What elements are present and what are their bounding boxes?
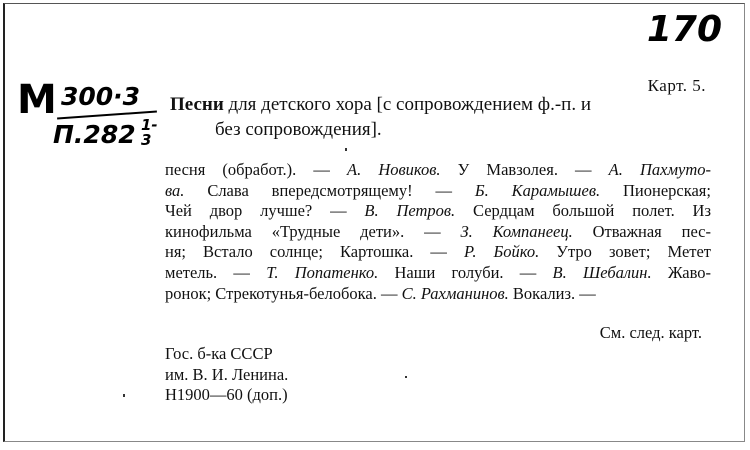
body-text: Сердцам большой полет. Из bbox=[455, 201, 711, 221]
body-text: Пионерская; bbox=[600, 180, 711, 200]
shelfmark-letter: М bbox=[17, 77, 57, 123]
body-text: Слава впередсмотрящему! — bbox=[184, 180, 475, 200]
body-text: метель. — bbox=[165, 262, 267, 282]
library-imprint bbox=[165, 344, 288, 406]
imprint-line-3: Н1900—60 (доп.) bbox=[165, 385, 288, 404]
composer-name: В. Петров. bbox=[364, 201, 456, 221]
body-line bbox=[165, 222, 711, 243]
body-text: ня; Встало солнце; Картошка. — bbox=[165, 242, 464, 262]
body-line bbox=[165, 201, 711, 222]
card-label: Карт. 5. bbox=[647, 76, 706, 95]
title-bold: Песни bbox=[170, 94, 224, 115]
body-text: Утро зовет; Метет bbox=[539, 242, 712, 262]
body-line bbox=[165, 284, 711, 305]
body-text: Жаво- bbox=[651, 262, 711, 282]
shelfmark-number: 300·3 bbox=[61, 82, 141, 111]
body-text: кинофильма «Трудные дети». — bbox=[165, 221, 461, 241]
body-text: Наши голуби. — bbox=[378, 262, 553, 282]
catalog-card bbox=[3, 3, 745, 442]
body-text: Вокализ. — bbox=[508, 283, 596, 303]
body-line bbox=[165, 242, 711, 263]
composer-name: Р. Бойко. bbox=[463, 242, 540, 262]
body-line bbox=[165, 181, 711, 202]
composer-name: З. Компанеец. bbox=[460, 221, 573, 241]
body-text: песня (обработ.). — bbox=[165, 160, 347, 179]
imprint-line-2: им. В. И. Ленина. bbox=[165, 364, 289, 384]
speck bbox=[123, 394, 125, 397]
body-text: Отважная пес- bbox=[572, 221, 711, 241]
composer-name: А. Пахмуто- bbox=[608, 160, 711, 179]
imprint-line-1: Гос. б-ка СССР bbox=[165, 344, 273, 363]
composer-name: Б. Карамышев. bbox=[474, 180, 601, 200]
composer-name: С. Рахманинов. bbox=[401, 283, 509, 303]
shelfmark-sub: П.282 bbox=[53, 120, 136, 149]
card-title bbox=[170, 92, 730, 142]
shelfmark bbox=[17, 77, 167, 170]
body-line bbox=[165, 160, 711, 181]
handwritten-card-number: 170 bbox=[646, 9, 722, 50]
body-text: Чей двор лучше? — bbox=[165, 201, 365, 221]
composer-name: А. Новиков. bbox=[347, 160, 441, 179]
body-line bbox=[165, 263, 711, 284]
body-text: У Мавзолея. — bbox=[440, 160, 609, 179]
speck bbox=[345, 148, 347, 151]
card-body bbox=[165, 160, 711, 304]
title-line1: для детского хора [с сопровождением ф.-п. и bbox=[223, 94, 592, 115]
title-line2: без сопровождения]. bbox=[215, 119, 382, 140]
shelfmark-superscript: 1-3 bbox=[141, 116, 158, 149]
see-next-card: См. след. карт. bbox=[599, 323, 702, 342]
composer-name: Т. Попатенко. bbox=[266, 262, 379, 282]
composer-name: В. Шебалин. bbox=[552, 262, 652, 282]
speck bbox=[405, 376, 407, 378]
composer-name: ва. bbox=[165, 180, 185, 200]
body-text: ронок; Стрекотунья-белобока. — bbox=[165, 283, 402, 303]
